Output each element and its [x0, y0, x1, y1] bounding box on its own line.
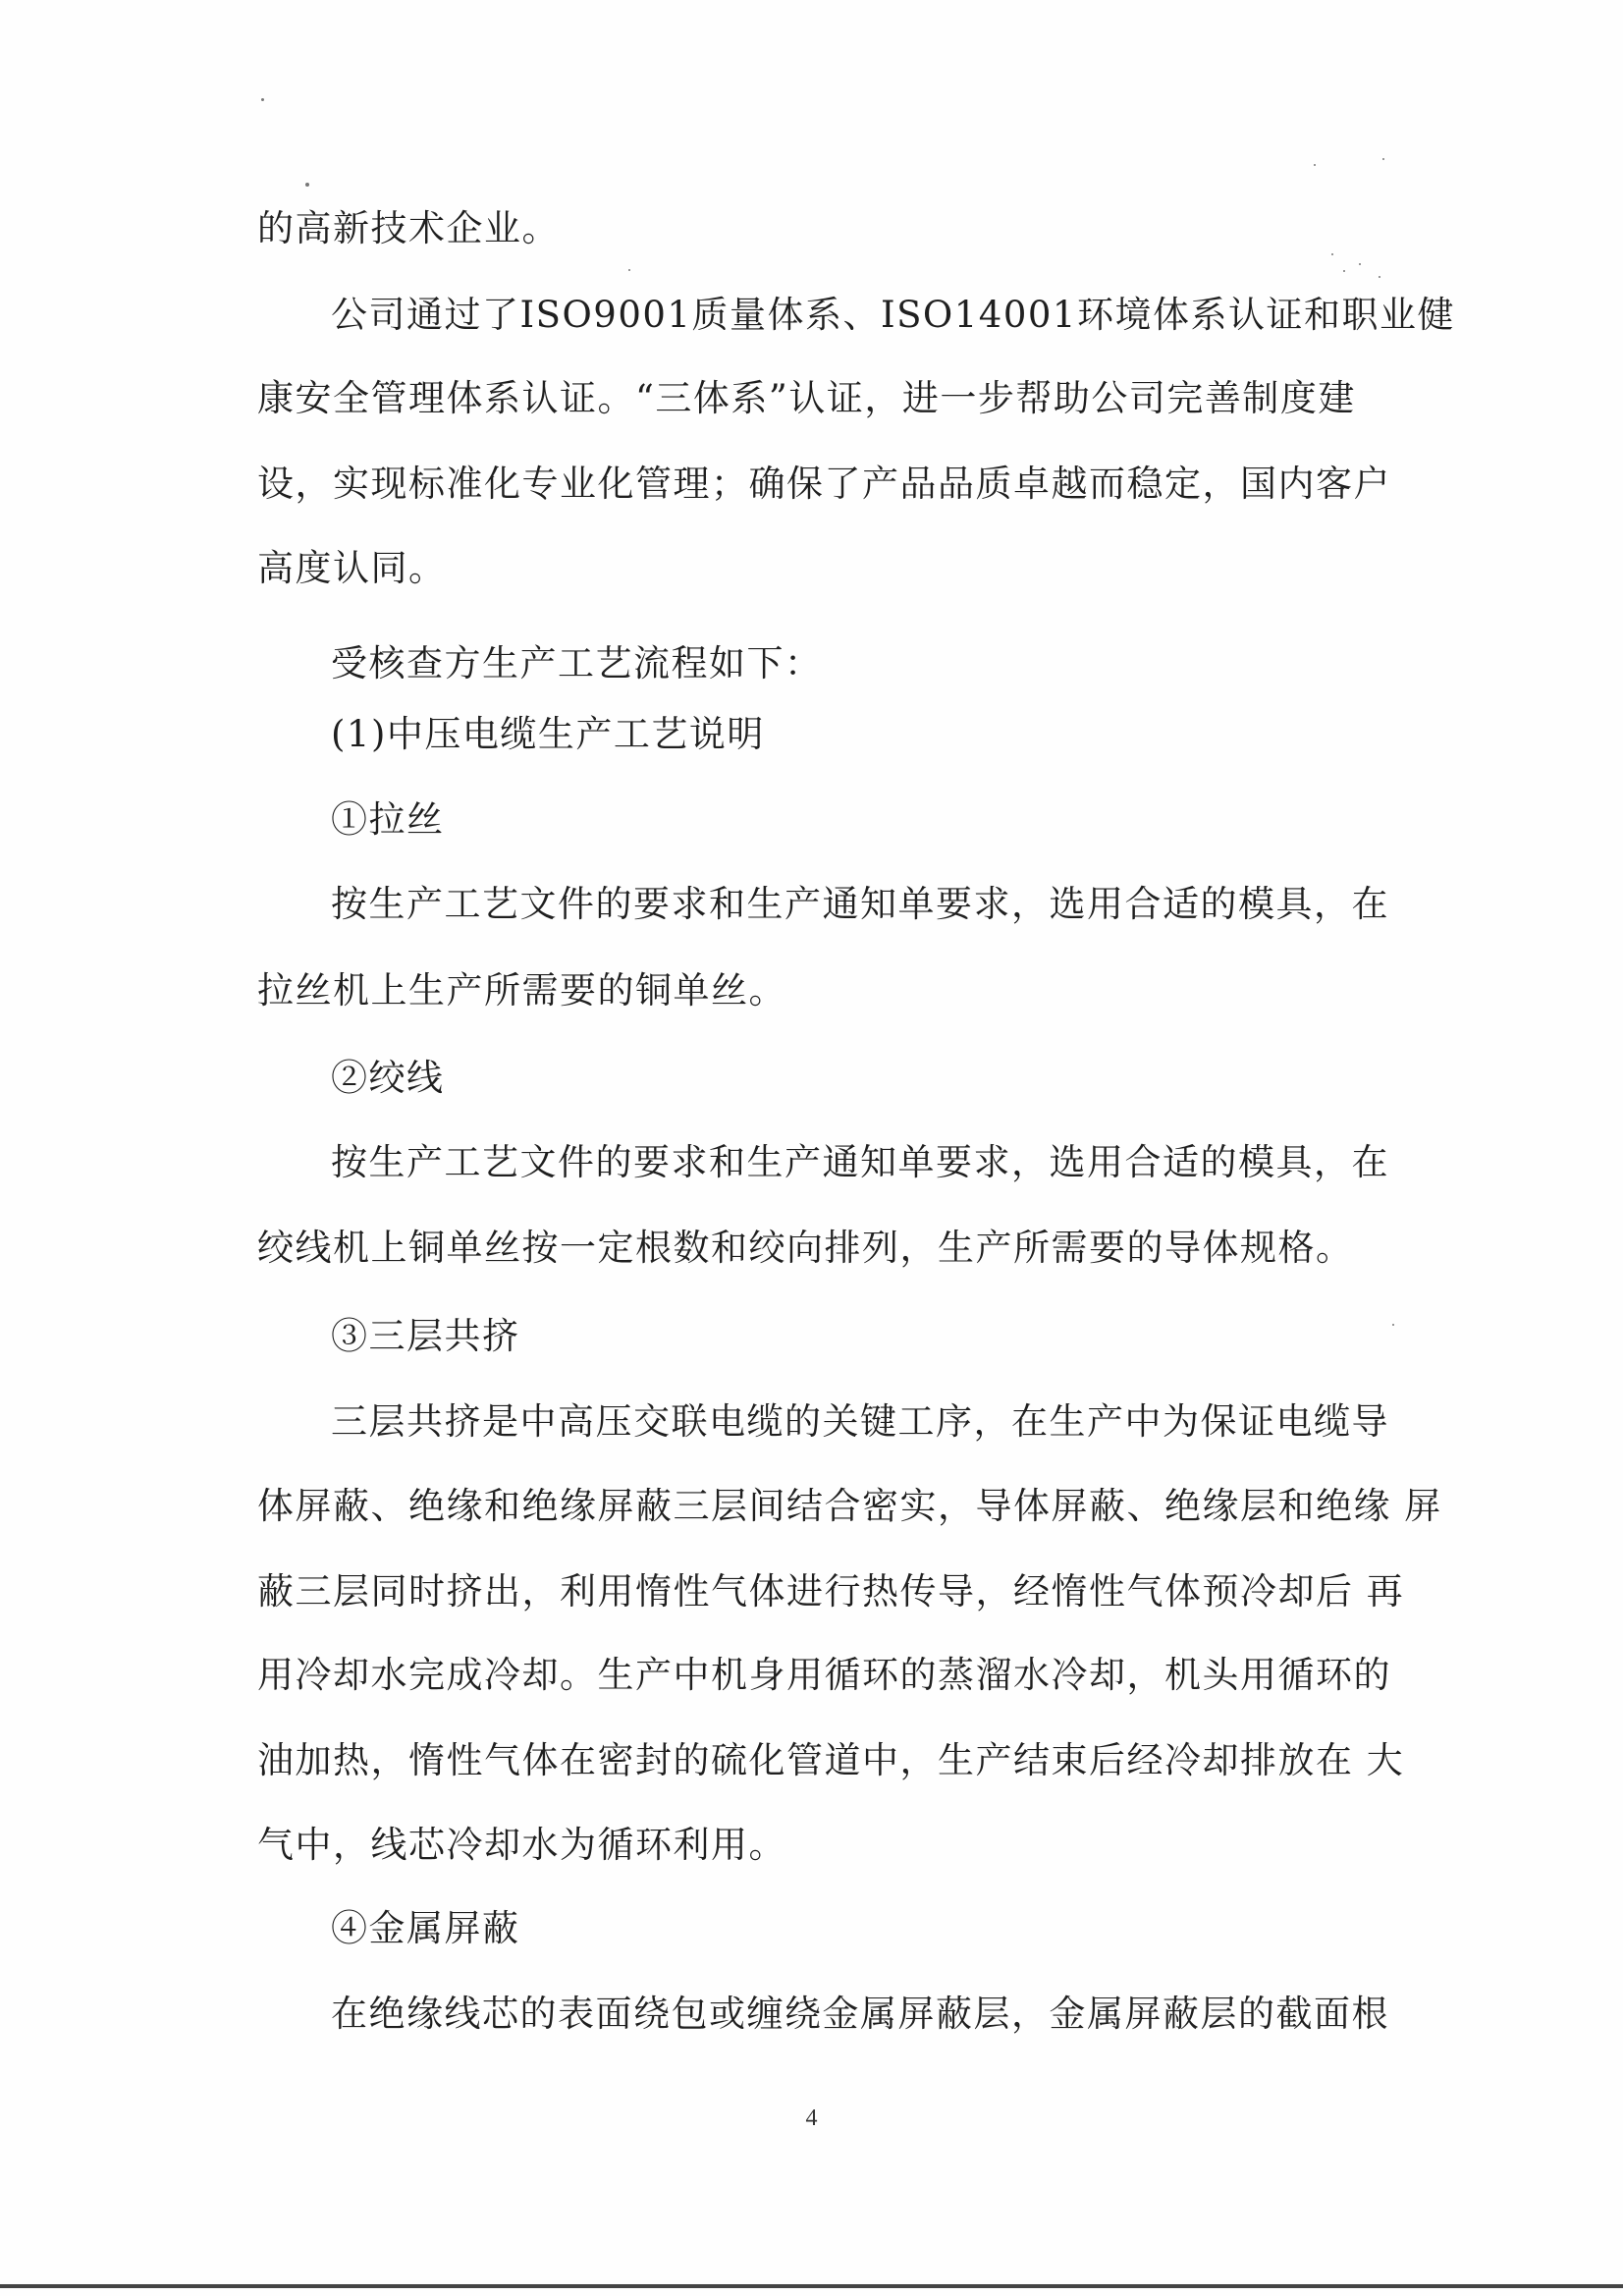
- text-line: 受核查方生产工艺流程如下：: [331, 642, 823, 684]
- text-line: 设，实现标准化专业化管理；确保了产品品质卓越而稳定，国内客户: [257, 463, 1391, 505]
- text-line: 油加热，惰性气体在密封的硫化管道中，生产结束后经冷却排放在 大: [257, 1739, 1405, 1781]
- text-line: 的高新技术企业。: [257, 207, 560, 249]
- text-line: 康安全管理体系认证。“三体系”认证，进一步帮助公司完善制度建: [257, 377, 1356, 419]
- scan-speck: [1343, 270, 1345, 272]
- text-line: 在绝缘线芯的表面绕包或缠绕金属屏蔽层，金属屏蔽层的截面根: [331, 1993, 1389, 2035]
- text-line: 蔽三层同时挤出，利用惰性气体进行热传导，经惰性气体预冷却后 再: [257, 1570, 1405, 1613]
- scan-speck: [1359, 263, 1361, 265]
- subsection-heading: ②绞线: [331, 1057, 445, 1099]
- subsection-heading: ③三层共挤: [331, 1315, 520, 1357]
- text-line: 高度认同。: [257, 547, 447, 589]
- subsection-heading: ①拉丝: [331, 798, 445, 841]
- scan-bottom-edge: [0, 2284, 1623, 2288]
- text-line: 体屏蔽、绝缘和绝缘屏蔽三层间结合密实，导体屏蔽、绝缘层和绝缘 屏: [257, 1485, 1442, 1527]
- scan-speck: [628, 269, 630, 271]
- text-line: 气中，线芯冷却水为循环利用。: [257, 1824, 786, 1866]
- text-line: 拉丝机上生产所需要的铜单丝。: [257, 969, 786, 1011]
- text-line: 按生产工艺文件的要求和生产通知单要求，选用合适的模具，在: [331, 883, 1389, 925]
- text-line: 绞线机上铜单丝按一定根数和绞向排列，生产所需要的导体规格。: [257, 1227, 1354, 1269]
- text-line: 三层共挤是中高压交联电缆的关键工序，在生产中为保证电缆导: [331, 1400, 1389, 1443]
- text-line: 公司通过了ISO9001质量体系、ISO14001环境体系认证和职业健: [331, 294, 1455, 336]
- page-number: 4: [805, 2105, 818, 2131]
- text-line: 用冷却水完成冷却。生产中机身用循环的蒸溜水冷却，机头用循环的: [257, 1654, 1391, 1696]
- text-line: 按生产工艺文件的要求和生产通知单要求，选用合适的模具，在: [331, 1141, 1389, 1183]
- scan-speck: [305, 183, 309, 187]
- scan-speck: [1331, 253, 1333, 255]
- scan-speck: [1382, 158, 1384, 160]
- scan-speck: [1392, 1324, 1394, 1326]
- scan-speck: [261, 98, 264, 101]
- scan-speck: [1379, 276, 1380, 278]
- scan-speck: [1314, 164, 1316, 166]
- subsection-heading: ④金属屏蔽: [331, 1907, 520, 1949]
- section-heading: (1)中压电缆生产工艺说明: [331, 713, 765, 755]
